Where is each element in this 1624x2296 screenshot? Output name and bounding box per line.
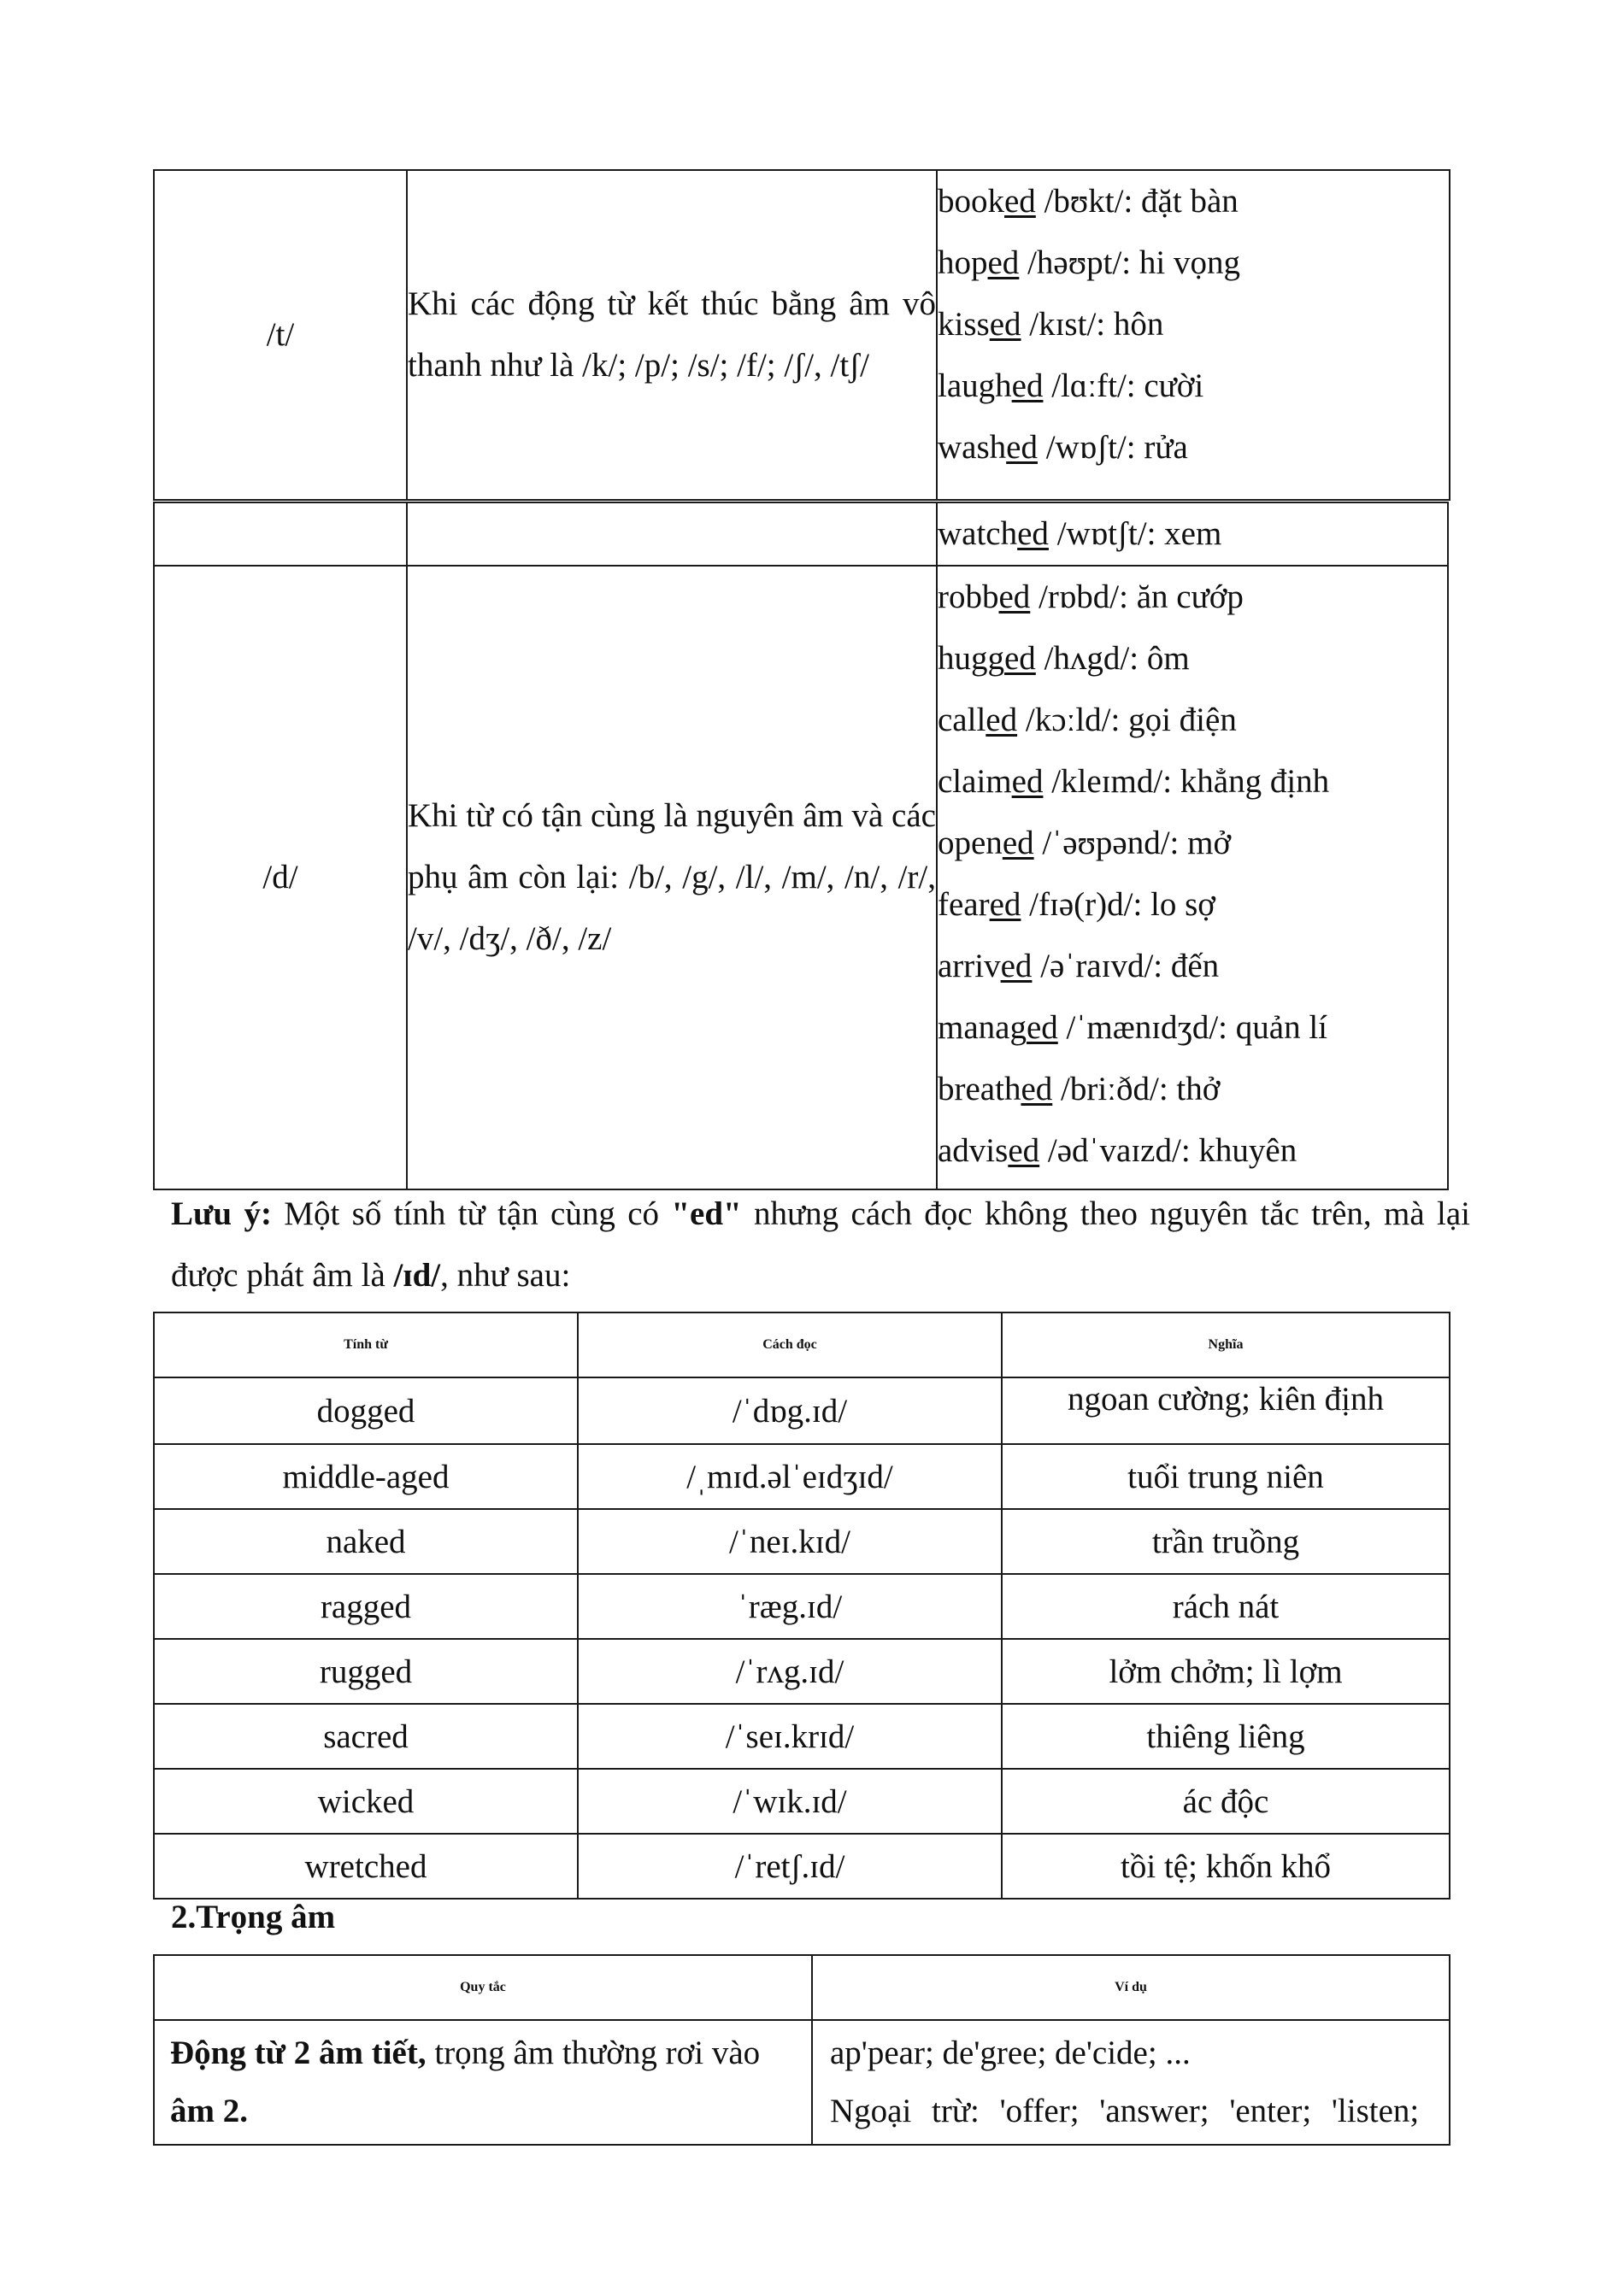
ed-ending-table-d <box>153 502 1449 1190</box>
table-row: ragged ˈræg.ɪd/ rách nát <box>154 1574 1450 1639</box>
empty-cell <box>154 502 407 566</box>
col-header: Quy tắc <box>154 1955 812 2020</box>
table-header-row <box>154 1312 1450 1377</box>
note-ed: "ed" <box>671 1195 742 1232</box>
table-row: wretched /ˈretʃ.ɪd/ tồi tệ; khốn khổ <box>154 1834 1450 1899</box>
rule-t: Khi các động từ kết thúc bằng âm vô thanh như là /k/; /p/; /s/; /f/; /ʃ/, /tʃ/ <box>407 170 937 500</box>
example-item: watched /wɒtʃt/: xem <box>937 502 1448 566</box>
example-item: claimed /kleɪmd/: khẳng định <box>938 763 1330 800</box>
example-item: managed /ˈmænɪdʒd/: quản lí <box>938 1009 1327 1046</box>
example-item: booked /bʊkt/: đặt bàn <box>938 183 1239 220</box>
sound-d: /d/ <box>154 566 407 1189</box>
example-item: feared /fɪə(r)d/: lo sợ <box>938 886 1215 923</box>
empty-cell <box>407 502 937 566</box>
stress-rules-table <box>153 1954 1450 2146</box>
example-item: hoped /həʊpt/: hi vọng <box>938 244 1240 281</box>
col-header: Nghĩa <box>1002 1312 1450 1377</box>
table-row <box>154 2020 1450 2145</box>
examples-t <box>937 170 1450 500</box>
note-paragraph: Lưu ý: Một số tính từ tận cùng có "ed" nhưng cách đọc không theo nguyên tắc trên, mà lại được phát âm là /ɪd/, như sau: <box>171 1195 1470 1294</box>
table-header-row <box>154 1955 1450 2020</box>
table-row: rugged /ˈrʌg.ɪd/ lởm chởm; lì lợm <box>154 1639 1450 1704</box>
example-item: kissed /kɪst/: hôn <box>938 306 1164 343</box>
col-header: Ví dụ <box>812 1955 1450 2020</box>
table-row: wicked /ˈwɪk.ɪd/ ác độc <box>154 1769 1450 1834</box>
examples-d <box>937 566 1448 1189</box>
sound-t: /t/ <box>154 170 407 500</box>
example-item: called /kɔːld/: gọi điện <box>938 702 1237 738</box>
example-item: robbed /rɒbd/: ăn cướp <box>938 578 1244 615</box>
section-heading: 2.Trọng âm <box>171 1899 336 1935</box>
note-ipa: /ɪd/ <box>393 1257 441 1294</box>
example-item: hugged /hʌgd/: ôm <box>938 640 1190 677</box>
note-label: Lưu ý: <box>171 1195 272 1232</box>
example-item: opened /ˈəʊpənd/: mở <box>938 825 1232 861</box>
table-row: dogged /ˈdɒg.ɪd/ ngoan cường; kiên định <box>154 1377 1450 1444</box>
example-item: arrived /əˈraɪvd/: đến <box>938 948 1220 984</box>
adjective-table <box>153 1312 1450 1900</box>
col-header: Tính từ <box>154 1312 578 1377</box>
example-item: washed /wɒʃt/: rửa <box>938 429 1188 466</box>
example-cell: ap'pear; de'gree; de'cide; ... Ngoại trừ: 'offer; 'answer; 'enter; 'listen; <box>812 2020 1450 2145</box>
table-row: middle-aged /ˌmɪd.əlˈeɪdʒɪd/ tuổi trung niên <box>154 1444 1450 1509</box>
example-item: advised /ədˈvaɪzd/: khuyên <box>938 1132 1297 1169</box>
example-item: breathed /briːðd/: thở <box>938 1071 1221 1107</box>
col-header: Cách đọc <box>578 1312 1002 1377</box>
table-row: naked /ˈneɪ.kɪd/ trần truồng <box>154 1509 1450 1574</box>
example-item: laughed /lɑːft/: cười <box>938 367 1204 404</box>
rule-d: Khi từ có tận cùng là nguyên âm và các phụ âm còn lại: /b/, /g/, /l/, /m/, /n/, /r/, /v/, /dʒ/, /ð/, /z/ <box>407 566 937 1189</box>
ed-ending-table-t <box>153 169 1450 501</box>
rule-cell: Động từ 2 âm tiết, trọng âm thường rơi vào âm 2. <box>154 2020 812 2145</box>
table-row: sacred /ˈseɪ.krɪd/ thiêng liêng <box>154 1704 1450 1769</box>
